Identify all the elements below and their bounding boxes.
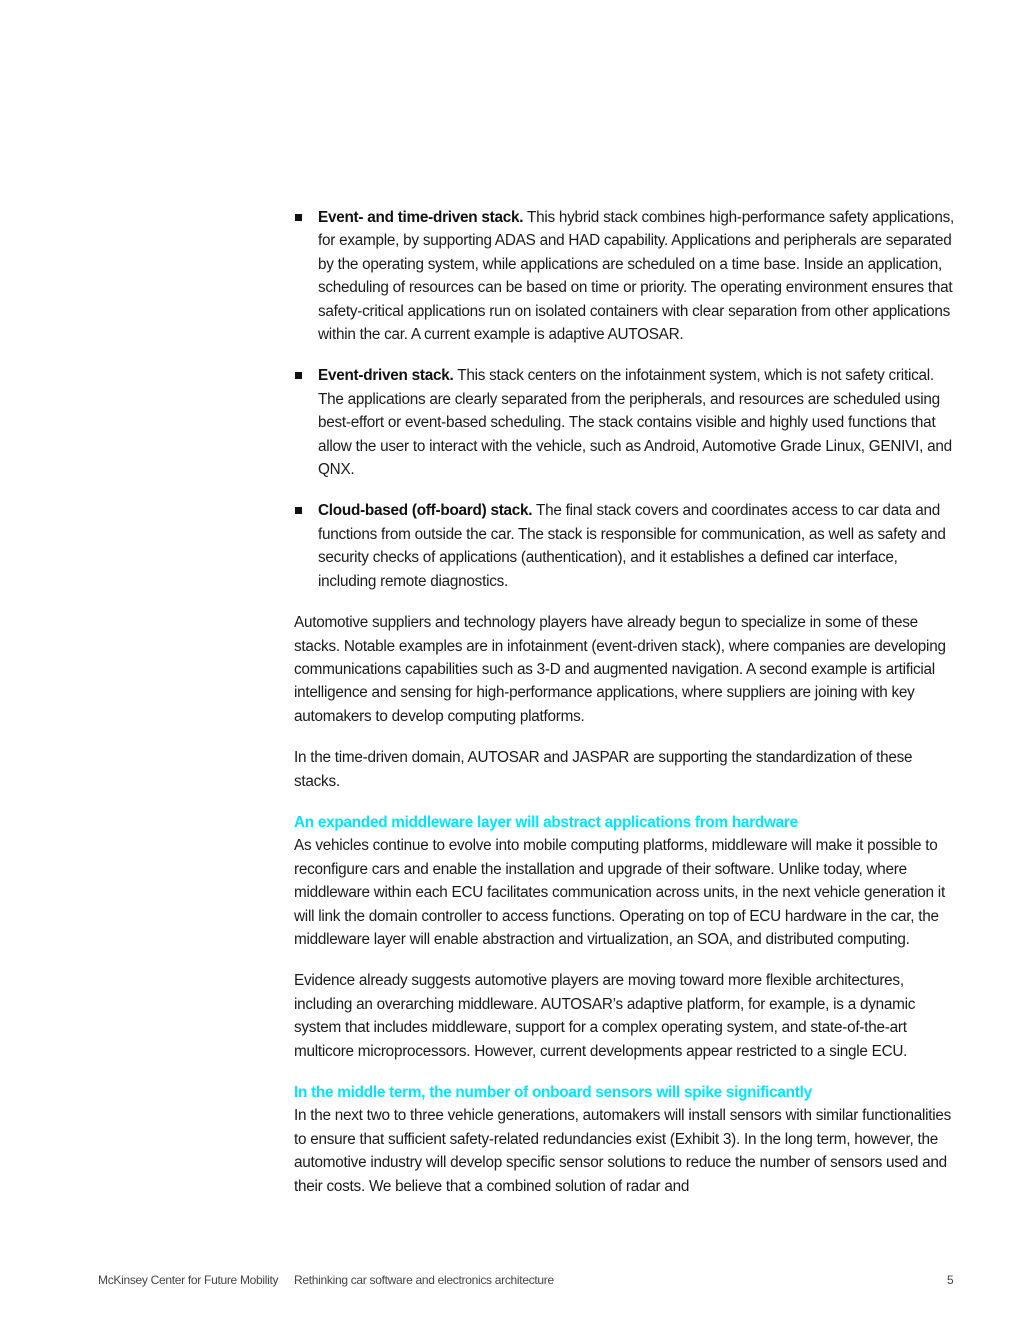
paragraph-middleware-1: As vehicles continue to evolve into mobile computing platforms, middleware will make it possible to reconfigure cars and enable the installation and upgrade of their software. Unlike today, where middleware within each ECU facilitates communication across units, in the next vehicle generation it will link the domain controller to access functions. Operating on top of ECU hardware in the car, the middleware layer will enable abstraction and virtualization, an SOA, and distributed computing. bbox=[294, 837, 945, 948]
section-sensors bbox=[294, 1081, 959, 1198]
section-heading: In the middle term, the number of onboard sensors will spike significantly bbox=[294, 1084, 812, 1101]
bullet-event-driven-stack bbox=[294, 364, 959, 481]
bullet-title: Event- and time-driven stack. bbox=[318, 209, 524, 226]
footer-publisher: McKinsey Center for Future Mobility bbox=[98, 1273, 279, 1287]
bullet-title: Cloud-based (off-board) stack. bbox=[318, 502, 533, 520]
section-middleware bbox=[294, 811, 959, 1063]
page-number: 5 bbox=[947, 1273, 954, 1287]
paragraph-middleware-2: Evidence already suggests automotive players are moving toward more flexible architectures, including an overarching middleware. AUTOSAR’s adaptive platform, for example, is a dynamic system that includes middleware, support for a complex operating system, and state-of-the-art multicore microprocessors. However, current developments appear restricted to a single ECU. bbox=[294, 972, 916, 1060]
section-heading: An expanded middleware layer will abstract applications from hardware bbox=[294, 813, 798, 831]
bullet-event-time-driven-stack bbox=[294, 206, 959, 346]
bullet-text: This stack centers on the infotainment system, which is not safety critical. The applications are clearly separated from the peripherals, and resources are scheduled using best-effort or event-based scheduling. The stack contains visible and highly used functions that allow the user to interact with the vehicle, such as Android, Automotive Grade Linux, GENIVI, and QNX. bbox=[318, 367, 952, 479]
bullet-title: Event-driven stack. bbox=[318, 367, 454, 385]
bullet-text: The final stack covers and coordinates access to car data and functions from outside the car. The stack is responsible for communication, as well as safety and security checks of applications (authentication), and it establishes a defined car interface, including remote diagnostics. bbox=[318, 502, 946, 590]
main-content bbox=[294, 206, 959, 1216]
bullet-square-icon bbox=[295, 507, 302, 514]
footer-document-title: Rethinking car software and electronics architecture bbox=[294, 1273, 554, 1287]
bullet-square-icon bbox=[295, 372, 302, 379]
bullet-square-icon bbox=[295, 214, 302, 221]
paragraph-sensors-1: In the next two to three vehicle generations, automakers will install sensors with similar functionalities to ensure that sufficient safety-related redundancies exist (Exhibit 3). In the long term, however, the automotive industry will develop specific sensor solutions to reduce the number of sensors used and their costs. We believe that a combined solution of radar and bbox=[294, 1107, 952, 1195]
bullet-cloud-based-stack bbox=[294, 499, 959, 593]
paragraph-time-driven-domain: In the time-driven domain, AUTOSAR and JASPAR are supporting the standardization of these stacks. bbox=[294, 749, 913, 790]
bullet-text: This hybrid stack combines high-performance safety applications, for example, by supporting ADAS and HAD capability. Applications and peripherals are separated by the operating system, while applications are scheduled on a time base. Inside an application, scheduling of resources can be based on time or priority. The operating environment ensures that safety-critical applications run on isolated containers with clear separation from other applications within the car. A current example is adaptive AUTOSAR. bbox=[318, 209, 954, 344]
paragraph-suppliers: Automotive suppliers and technology players have already begun to specialize in some of these stacks. Notable examples are in infotainment (event-driven stack), where companies are developing communications capabilities such as 3-D and augmented navigation. A second example is artificial intelligence and sensing for high-performance applications, where suppliers are joining with key automakers to develop computing platforms. bbox=[294, 614, 946, 725]
